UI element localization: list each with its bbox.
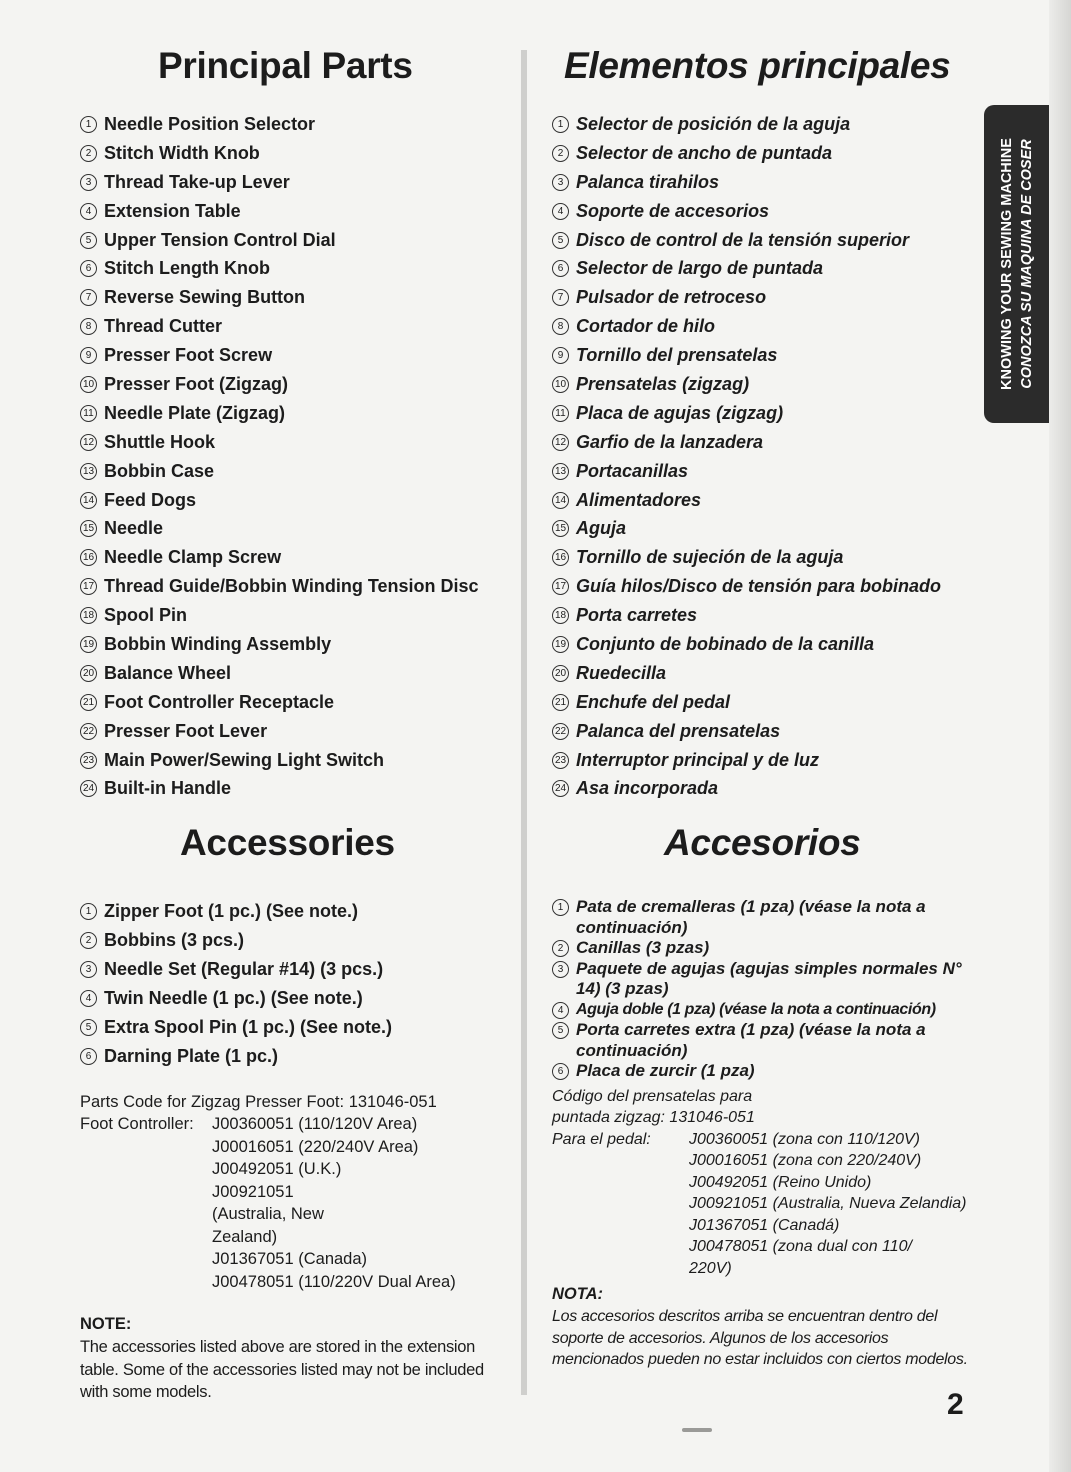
item-number: 15 bbox=[80, 520, 97, 537]
item-label: Twin Needle (1 pc.) (See note.) bbox=[104, 988, 363, 1009]
list-item bbox=[80, 543, 505, 572]
item-label: Thread Take-up Lever bbox=[104, 171, 290, 192]
item-number: 24 bbox=[80, 780, 97, 797]
item-number: 23 bbox=[552, 752, 569, 769]
item-number: 4 bbox=[80, 990, 97, 1007]
list-item bbox=[80, 514, 505, 543]
item-label: Tornillo del prensatelas bbox=[576, 345, 778, 366]
code-line: J00478051 (zona dual con 110/ 220V) bbox=[689, 1238, 912, 1277]
item-label: Needle Plate (Zigzag) bbox=[104, 402, 286, 423]
accesorios-list bbox=[552, 897, 977, 1082]
list-item bbox=[552, 514, 977, 543]
list-item bbox=[552, 139, 977, 168]
item-label: Guía hilos/Disco de tensión para bobinado bbox=[576, 576, 942, 597]
item-number: 13 bbox=[80, 463, 97, 480]
item-number: 7 bbox=[80, 289, 97, 306]
list-item bbox=[552, 457, 977, 486]
list-item bbox=[552, 959, 977, 1000]
item-number: 15 bbox=[552, 520, 569, 537]
item-number: 14 bbox=[552, 492, 569, 509]
item-number: 1 bbox=[552, 899, 569, 916]
item-number: 17 bbox=[80, 578, 97, 595]
item-label: Reverse Sewing Button bbox=[104, 287, 306, 308]
item-label: Main Power/Sewing Light Switch bbox=[104, 749, 385, 770]
list-item bbox=[80, 254, 505, 283]
list-item bbox=[552, 370, 977, 399]
item-label: Garfio de la lanzadera bbox=[576, 431, 764, 452]
item-number: 12 bbox=[80, 434, 97, 451]
code-line: J00921051 (Australia, New Zealand) bbox=[212, 1182, 324, 1246]
item-label: Extension Table bbox=[104, 200, 241, 221]
item-label: Bobbins (3 pcs.) bbox=[104, 930, 245, 951]
side-tab-text bbox=[984, 105, 1049, 423]
item-number: 1 bbox=[552, 116, 569, 133]
item-number: 19 bbox=[552, 636, 569, 653]
code-line: J00360051 (zona con 110/120V) bbox=[689, 1130, 920, 1148]
item-number: 3 bbox=[552, 961, 569, 978]
list-item bbox=[552, 938, 977, 959]
list-item bbox=[552, 630, 977, 659]
item-label: Needle Set (Regular #14) (3 pcs.) bbox=[104, 959, 384, 980]
list-item bbox=[552, 283, 977, 312]
pedal-label: Para el pedal: bbox=[552, 1130, 651, 1148]
code-line: J00921051 (Australia, Nueva Zelandia) bbox=[689, 1195, 967, 1213]
list-item bbox=[552, 168, 977, 197]
code-line: J00492051 (U.K.) bbox=[212, 1160, 342, 1179]
principal-parts-heading: Principal Parts bbox=[158, 45, 413, 86]
list-item bbox=[552, 746, 977, 775]
accesorios-heading: Accesorios bbox=[664, 822, 861, 864]
item-number: 6 bbox=[80, 260, 97, 277]
list-item bbox=[80, 428, 505, 457]
parts-codes bbox=[80, 1091, 505, 1294]
foot-controller-row bbox=[80, 1113, 505, 1293]
code-line: J00478051 (110/220V Dual Area) bbox=[212, 1272, 456, 1291]
foot-controller-codes bbox=[212, 1113, 505, 1293]
presser-foot-code-line: puntada zigzag: 131046-051 bbox=[552, 1109, 755, 1127]
principal-parts-list bbox=[80, 110, 505, 803]
item-label: Balance Wheel bbox=[104, 662, 232, 683]
item-label: Placa de zurcir (1 pza) bbox=[576, 1061, 755, 1081]
item-label: Enchufe del pedal bbox=[576, 691, 731, 712]
item-number: 9 bbox=[552, 347, 569, 364]
item-number: 18 bbox=[552, 607, 569, 624]
list-item bbox=[552, 399, 977, 428]
item-number: 2 bbox=[552, 940, 569, 957]
item-label: Pulsador de retroceso bbox=[576, 287, 767, 308]
item-label: Shuttle Hook bbox=[104, 431, 215, 452]
spanish-column bbox=[552, 40, 977, 1371]
item-label: Alimentadores bbox=[576, 489, 702, 510]
item-label: Darning Plate (1 pc.) bbox=[104, 1045, 279, 1066]
item-number: 21 bbox=[552, 694, 569, 711]
side-tab-line-es: CONOZCA SU MAQUINA DE COSER bbox=[1018, 139, 1035, 389]
item-number: 4 bbox=[80, 203, 97, 220]
item-number: 16 bbox=[552, 549, 569, 566]
code-line: J00360051 (110/120V Area) bbox=[212, 1115, 418, 1134]
list-item bbox=[80, 659, 505, 688]
item-number: 16 bbox=[80, 549, 97, 566]
list-item bbox=[80, 1013, 505, 1042]
item-number: 2 bbox=[552, 145, 569, 162]
list-item bbox=[80, 630, 505, 659]
list-item bbox=[80, 926, 505, 955]
item-number: 5 bbox=[80, 232, 97, 249]
presser-foot-code-line: Código del prensatelas para bbox=[552, 1087, 753, 1105]
item-label: Aguja doble (1 pza) (véase la nota a continuación) bbox=[576, 1000, 936, 1018]
item-number: 2 bbox=[80, 932, 97, 949]
nota-heading: NOTA: bbox=[552, 1285, 604, 1304]
item-number: 11 bbox=[80, 405, 97, 422]
item-number: 20 bbox=[80, 665, 97, 682]
elementos-principales-list bbox=[552, 110, 977, 803]
page-edge bbox=[1049, 0, 1071, 1472]
list-item bbox=[552, 486, 977, 515]
item-number: 5 bbox=[80, 1019, 97, 1036]
list-item bbox=[80, 110, 505, 139]
item-number: 4 bbox=[552, 203, 569, 220]
item-number: 19 bbox=[80, 636, 97, 653]
list-item bbox=[80, 370, 505, 399]
item-label: Thread Guide/Bobbin Winding Tension Disc bbox=[104, 576, 479, 597]
code-line: J01367051 (Canadá) bbox=[689, 1216, 840, 1234]
list-item bbox=[80, 197, 505, 226]
item-number: 6 bbox=[80, 1048, 97, 1065]
item-number: 12 bbox=[552, 434, 569, 451]
list-item bbox=[552, 774, 977, 803]
item-label: Palanca del prensatelas bbox=[576, 720, 781, 741]
item-number: 10 bbox=[552, 376, 569, 393]
list-item bbox=[80, 897, 505, 926]
list-item bbox=[80, 601, 505, 630]
item-label: Cortador de hilo bbox=[576, 316, 715, 337]
item-number: 5 bbox=[552, 1022, 569, 1039]
item-label: Bobbin Case bbox=[104, 460, 215, 481]
list-item bbox=[552, 1000, 977, 1021]
list-item bbox=[552, 226, 977, 255]
item-number: 1 bbox=[80, 903, 97, 920]
foot-controller-label: Foot Controller: bbox=[80, 1115, 194, 1134]
item-label: Asa incorporada bbox=[576, 778, 719, 799]
item-number: 14 bbox=[80, 492, 97, 509]
list-item bbox=[80, 984, 505, 1013]
item-number: 2 bbox=[80, 145, 97, 162]
item-label: Ruedecilla bbox=[576, 662, 667, 683]
list-item bbox=[80, 746, 505, 775]
list-item bbox=[552, 341, 977, 370]
item-label: Stitch Length Knob bbox=[104, 258, 270, 279]
item-number: 8 bbox=[80, 318, 97, 335]
codigos bbox=[552, 1086, 977, 1280]
list-item bbox=[80, 572, 505, 601]
item-number: 1 bbox=[80, 116, 97, 133]
item-number: 6 bbox=[552, 260, 569, 277]
item-label: Selector de largo de puntada bbox=[576, 258, 824, 279]
item-label: Palanca tirahilos bbox=[576, 171, 720, 192]
list-item bbox=[80, 457, 505, 486]
item-label: Prensatelas (zigzag) bbox=[576, 374, 750, 395]
item-label: Selector de posición de la aguja bbox=[576, 114, 851, 134]
item-label: Upper Tension Control Dial bbox=[104, 229, 336, 250]
item-label: Soporte de accesorios bbox=[576, 200, 770, 221]
item-label: Thread Cutter bbox=[104, 316, 223, 337]
item-number: 4 bbox=[552, 1002, 569, 1019]
list-item bbox=[552, 688, 977, 717]
note-heading: NOTE: bbox=[80, 1315, 132, 1334]
item-number: 3 bbox=[552, 174, 569, 191]
accessories-heading: Accessories bbox=[180, 822, 395, 864]
section-side-tab bbox=[984, 105, 1049, 423]
item-label: Bobbin Winding Assembly bbox=[104, 634, 332, 655]
list-item bbox=[80, 774, 505, 803]
list-item bbox=[552, 110, 977, 139]
item-label: Presser Foot Screw bbox=[104, 345, 273, 366]
english-column bbox=[80, 40, 505, 1404]
item-number: 22 bbox=[80, 723, 97, 740]
list-item bbox=[552, 312, 977, 341]
item-number: 10 bbox=[80, 376, 97, 393]
item-label: Disco de control de la tensión superior bbox=[576, 229, 910, 250]
item-number: 3 bbox=[80, 174, 97, 191]
list-item bbox=[552, 197, 977, 226]
item-number: 3 bbox=[80, 961, 97, 978]
item-label: Needle Position Selector bbox=[104, 114, 316, 134]
list-item bbox=[80, 341, 505, 370]
item-number: 17 bbox=[552, 578, 569, 595]
list-item bbox=[80, 312, 505, 341]
column-divider bbox=[521, 50, 527, 1395]
item-number: 6 bbox=[552, 1063, 569, 1080]
list-item bbox=[552, 572, 977, 601]
item-number: 7 bbox=[552, 289, 569, 306]
side-tab-line-en: KNOWING YOUR SEWING MACHINE bbox=[998, 138, 1015, 390]
item-label: Pata de cremalleras (1 pza) (véase la nota a continuación) bbox=[576, 897, 926, 937]
list-item bbox=[552, 897, 977, 938]
item-number: 24 bbox=[552, 780, 569, 797]
scan-mark bbox=[682, 1428, 712, 1432]
item-number: 23 bbox=[80, 752, 97, 769]
item-label: Porta carretes extra (1 pza) (véase la nota a continuación) bbox=[576, 1020, 926, 1060]
item-label: Stitch Width Knob bbox=[104, 142, 260, 163]
list-item bbox=[80, 168, 505, 197]
list-item bbox=[80, 139, 505, 168]
pedal-row bbox=[552, 1129, 977, 1280]
list-item bbox=[552, 1020, 977, 1061]
elementos-principales-heading: Elementos principales bbox=[564, 45, 951, 86]
list-item bbox=[80, 486, 505, 515]
item-number: 5 bbox=[552, 232, 569, 249]
item-number: 9 bbox=[80, 347, 97, 364]
item-label: Zipper Foot (1 pc.) (See note.) bbox=[104, 901, 359, 922]
item-number: 22 bbox=[552, 723, 569, 740]
item-label: Needle bbox=[104, 518, 164, 539]
page-number: 2 bbox=[947, 1388, 964, 1421]
nota-text: Los accesorios descritos arriba se encuentran dentro del soporte de accesorios. Algunos de los accesorios mencionados pueden no estar incluidos con ciertos modelos. bbox=[552, 1308, 968, 1369]
note-text: The accessories listed above are stored in the extension table. Some of the accessories listed may not be included with some models. bbox=[80, 1338, 484, 1402]
item-label: Foot Controller Receptacle bbox=[104, 691, 335, 712]
list-item bbox=[80, 955, 505, 984]
list-item bbox=[80, 283, 505, 312]
list-item bbox=[552, 428, 977, 457]
item-number: 8 bbox=[552, 318, 569, 335]
list-item bbox=[80, 399, 505, 428]
item-label: Tornillo de sujeción de la aguja bbox=[576, 547, 844, 568]
list-item bbox=[80, 688, 505, 717]
item-label: Presser Foot (Zigzag) bbox=[104, 374, 289, 395]
code-line: J00492051 (Reino Unido) bbox=[689, 1173, 872, 1191]
item-label: Canillas (3 pzas) bbox=[576, 938, 710, 958]
code-line: J00016051 (220/240V Area) bbox=[212, 1137, 419, 1156]
accessories-list bbox=[80, 897, 505, 1070]
item-label: Porta carretes bbox=[576, 605, 698, 626]
pedal-codes bbox=[689, 1129, 977, 1280]
item-label: Portacanillas bbox=[576, 460, 689, 481]
list-item bbox=[552, 601, 977, 630]
item-label: Paquete de agujas (agujas simples normales N° 14) (3 pzas) bbox=[576, 958, 962, 999]
list-item bbox=[80, 1042, 505, 1071]
list-item bbox=[80, 717, 505, 746]
item-label: Feed Dogs bbox=[104, 489, 197, 510]
item-number: 11 bbox=[552, 405, 569, 422]
item-label: Needle Clamp Screw bbox=[104, 547, 282, 568]
item-number: 20 bbox=[552, 665, 569, 682]
item-number: 18 bbox=[80, 607, 97, 624]
presser-foot-code: Parts Code for Zigzag Presser Foot: 131046-051 bbox=[80, 1092, 437, 1111]
item-label: Extra Spool Pin (1 pc.) (See note.) bbox=[104, 1016, 393, 1037]
list-item bbox=[552, 1061, 977, 1082]
code-line: J01367051 (Canada) bbox=[212, 1250, 368, 1269]
item-label: Built-in Handle bbox=[104, 778, 231, 799]
item-label: Conjunto de bobinado de la canilla bbox=[576, 634, 875, 655]
item-label: Interruptor principal y de luz bbox=[576, 749, 820, 770]
item-label: Spool Pin bbox=[104, 605, 187, 626]
item-label: Aguja bbox=[576, 518, 627, 539]
item-label: Presser Foot Lever bbox=[104, 720, 268, 741]
list-item bbox=[552, 659, 977, 688]
list-item bbox=[552, 254, 977, 283]
item-label: Placa de agujas (zigzag) bbox=[576, 402, 784, 423]
item-label: Selector de ancho de puntada bbox=[576, 142, 833, 163]
list-item bbox=[80, 226, 505, 255]
list-item bbox=[552, 543, 977, 572]
item-number: 21 bbox=[80, 694, 97, 711]
code-line: J00016051 (zona con 220/240V) bbox=[689, 1152, 922, 1170]
list-item bbox=[552, 717, 977, 746]
item-number: 13 bbox=[552, 463, 569, 480]
